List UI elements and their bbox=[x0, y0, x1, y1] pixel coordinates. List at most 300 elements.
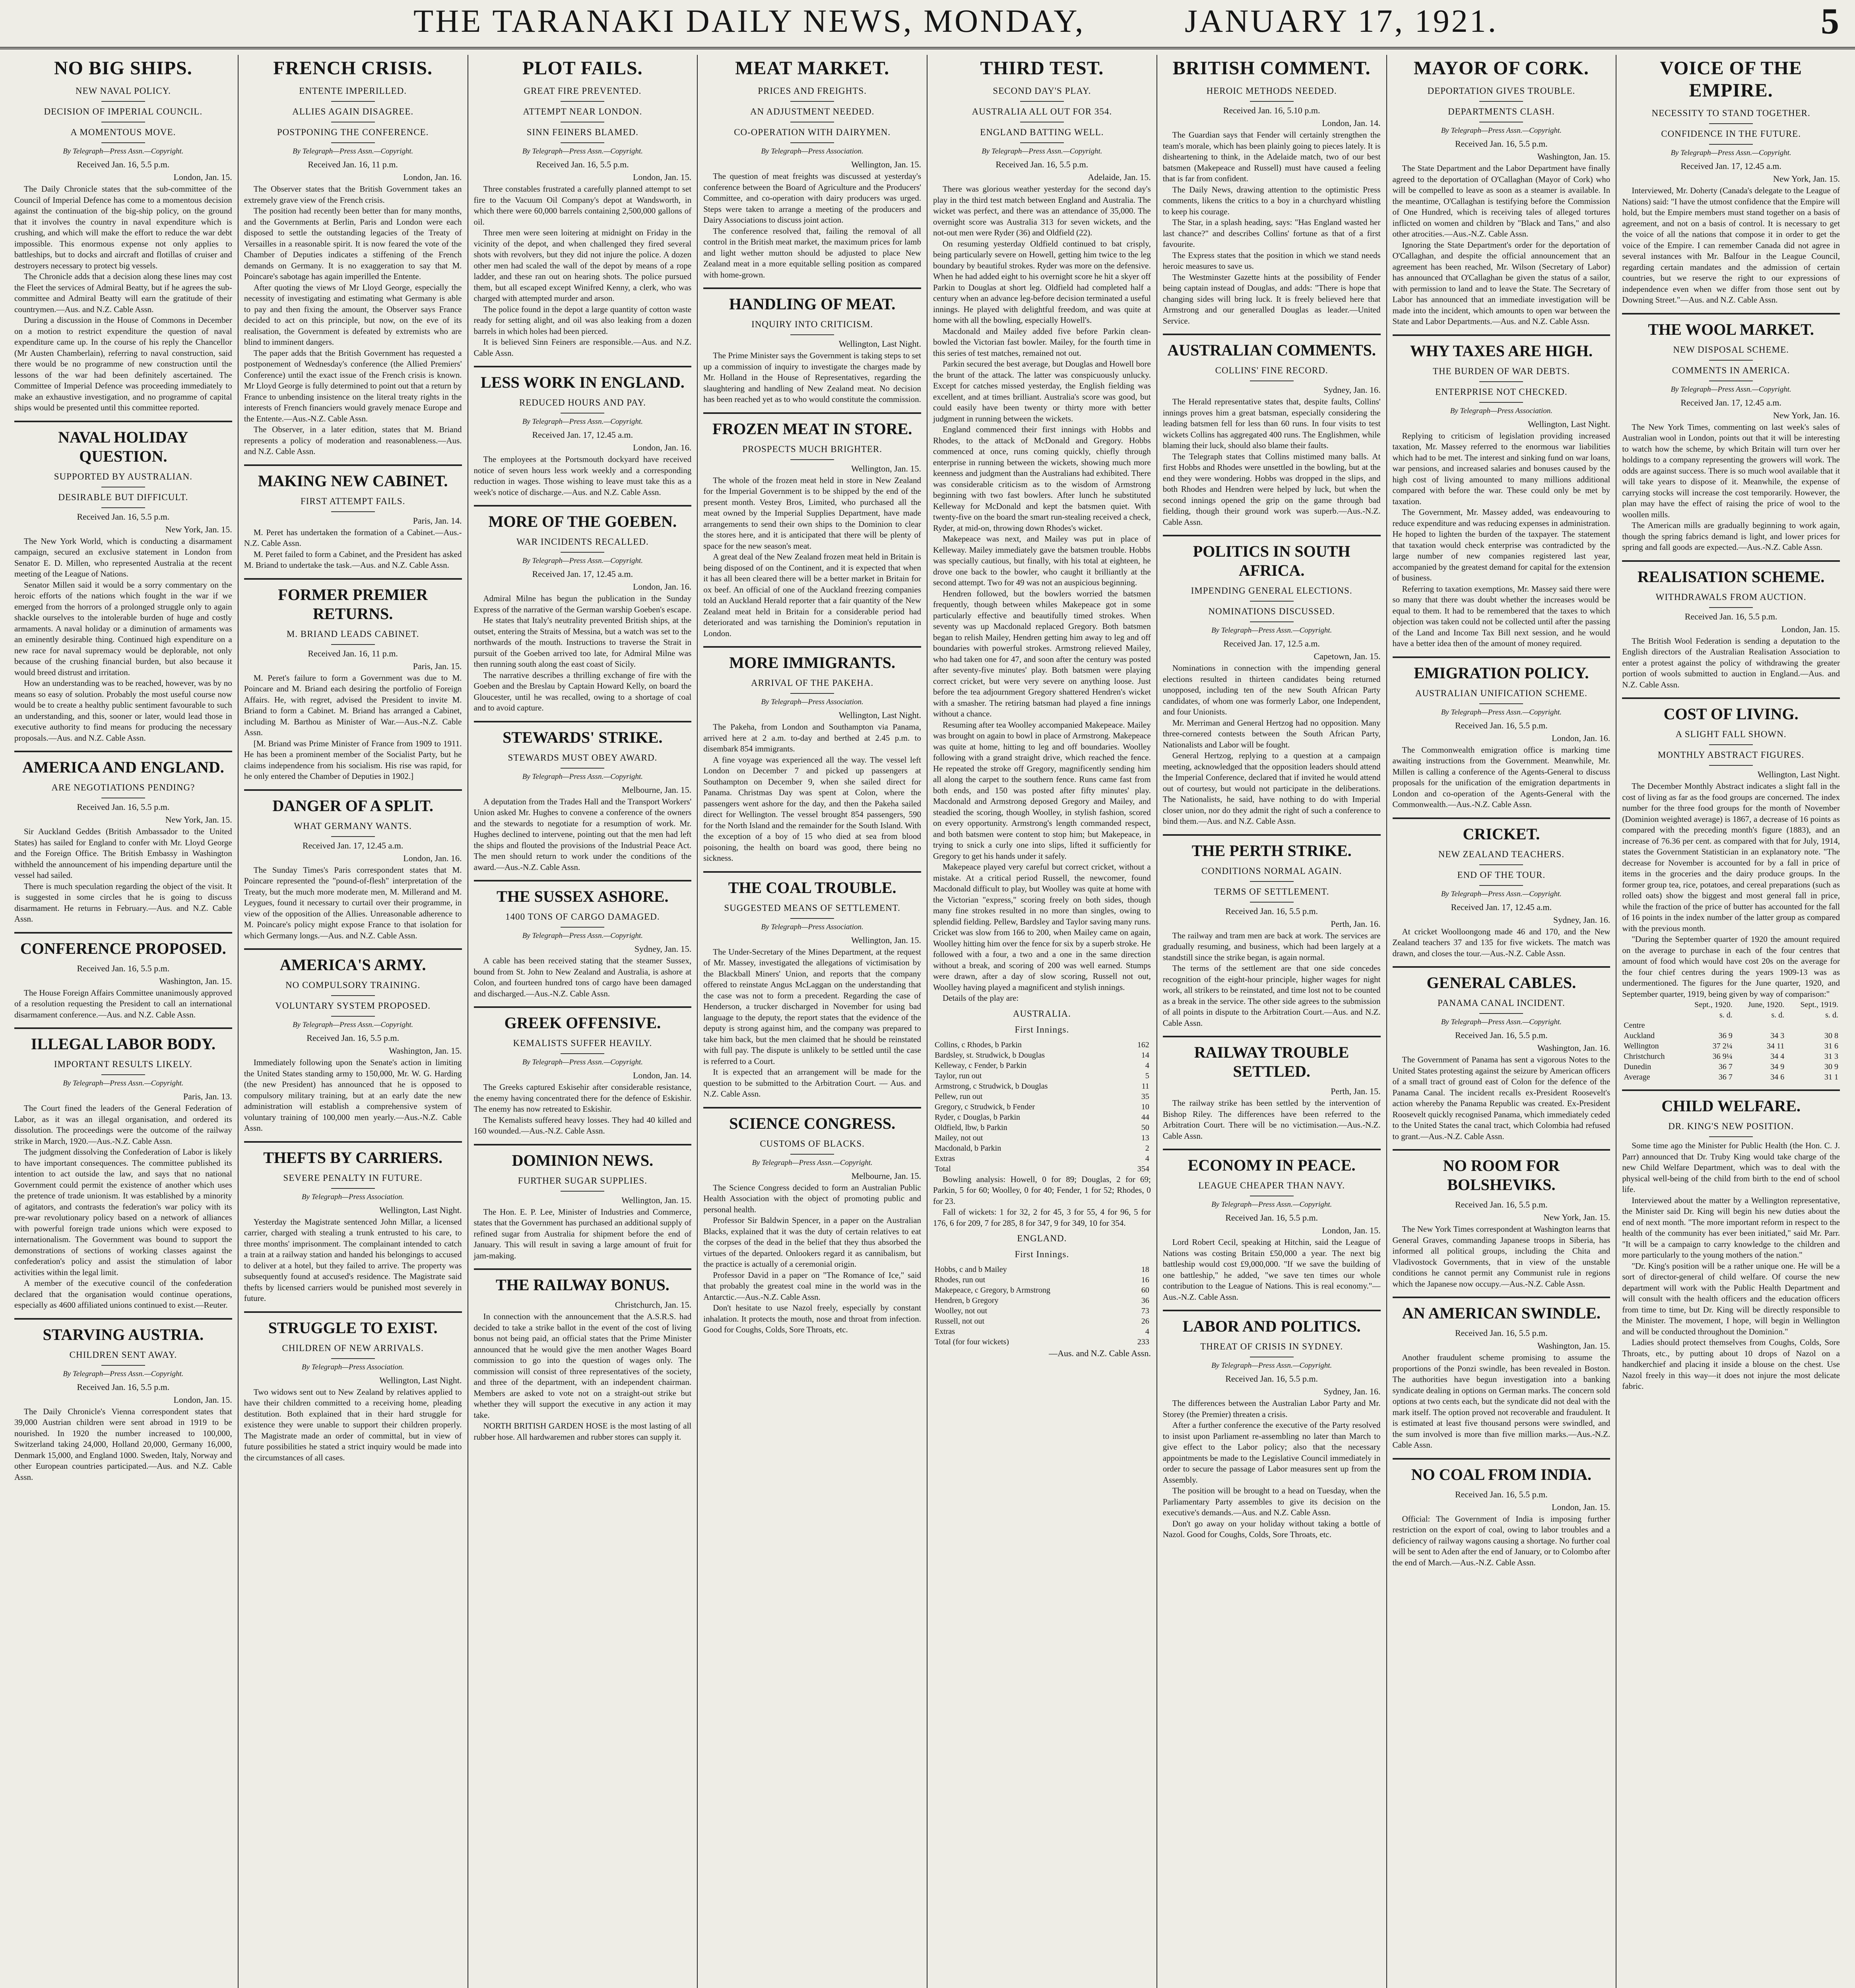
scorecard-row bbox=[933, 1040, 1151, 1050]
runs-value: 5 bbox=[1145, 1071, 1149, 1080]
story-paragraph: Lord Robert Cecil, speaking at Hitchin, said the League of Nations was costing Britain £50,000 a year. The next big battleship would cost £9,000,000. "If we save the building of one battleship," he added, "we save ten times our whole contribution to the League of Nations. This is real economy."—Aus.-N.Z. Cable Assn. bbox=[1162, 1237, 1381, 1302]
runs-value: 73 bbox=[1141, 1307, 1149, 1315]
story-subheading: PRICES AND FREIGHTS. bbox=[758, 86, 867, 96]
received-line: Received Jan. 16, 5.5 p.m. bbox=[77, 511, 170, 522]
news-story bbox=[1622, 697, 1840, 1082]
table-cell: 31 6 bbox=[1824, 1042, 1838, 1050]
received-line: Received Jan. 17, 12.45 a.m. bbox=[532, 569, 633, 579]
column-rule bbox=[697, 55, 698, 1988]
story-subheading: NEW NAVAL POLICY. bbox=[75, 86, 171, 96]
runs-value: 18 bbox=[1141, 1265, 1149, 1274]
news-story bbox=[14, 1318, 232, 1483]
scorecard-row bbox=[933, 1337, 1151, 1347]
story-paragraph: At cricket Woolloongong made 46 and 170, and the New Zealand teachers 37 and 135 for five wickets. The match was drawn, and closes the tour.—Aus.-N.Z. Cable Assn. bbox=[1392, 926, 1611, 958]
subheading-rule bbox=[1479, 402, 1523, 403]
table-cell: 34 9 bbox=[1770, 1062, 1785, 1071]
dateline: Melbourne, Jan. 15. bbox=[851, 1171, 921, 1181]
scorecard-row bbox=[933, 1264, 1151, 1275]
story-paragraph: The New York Times correspondent at Washington learns that General Graves, commanding Japanese troops in Siberia, has informed all political groups, including the Chita and Vladivostock Governments, that in view of the unstable conditions he cannot permit any Communist rule in regions which the Japanese now occupy.—Aus.-N.Z. Cable Assn. bbox=[1392, 1224, 1611, 1289]
story-headline: HANDLING OF MEAT. bbox=[729, 295, 896, 313]
received-line: Received Jan. 16, 5.5 p.m. bbox=[77, 963, 170, 973]
dateline: Wellington, Last Night. bbox=[838, 339, 921, 349]
story-divider bbox=[244, 464, 462, 466]
column-7 bbox=[1389, 55, 1614, 1988]
story-paragraph: The Hon. E. P. Lee, Minister of Industries and Commerce, states that the Government has purchased an additional supply of refined sugar from Australia for shipment before the end of January. This will result in saving a large amount of fruit for jam-making. bbox=[473, 1207, 692, 1260]
story-subheading: AUSTRALIA ALL OUT FOR 354. bbox=[972, 107, 1112, 116]
received-line: Received Jan. 16, 5.5 p.m. bbox=[1225, 906, 1318, 916]
received-line: Received Jan. 16, 5.10 p.m. bbox=[1223, 105, 1320, 115]
story-subheading: A MOMENTOUS MOVE. bbox=[70, 127, 176, 137]
story-divider bbox=[1163, 1310, 1381, 1311]
story-subheading: DESIRABLE BUT DIFFICULT. bbox=[58, 492, 188, 502]
scorecard-england bbox=[933, 1264, 1151, 1347]
table-header-row bbox=[1622, 1000, 1840, 1010]
story-divider bbox=[1622, 560, 1840, 562]
story-divider bbox=[1393, 1297, 1611, 1298]
subheading-rule bbox=[101, 1074, 145, 1075]
story-paragraph: Admiral Milne has begun the publication in the Sunday Express of the narrative of the German warship Goeben's escape. bbox=[473, 594, 692, 614]
dateline: New York, Jan. 15. bbox=[1773, 174, 1840, 184]
story-paragraph: M. Peret's failure to form a Government was due to M. Poincare and M. Briand each desiring the portfolio of Foreign Affairs. He, with regret, advised the President to invite M. Briand to form a Cabinet. M. Briand has arranged a Cabinet, including M. Barthou as Minister of War.—Aus.-N.Z. Cable Assn. bbox=[244, 673, 462, 737]
story-paragraph: The conference resolved that, failing the removal of all control in the British meat market, the maximum prices for lamb and light wether mutton should be adjusted to place New Zealand meat in a more equitable selling position as compared with home-grown. bbox=[703, 226, 921, 280]
story-byline: By Telegraph—Press Association. bbox=[301, 1363, 404, 1371]
dateline: Wellington, Jan. 15. bbox=[621, 1195, 692, 1205]
story-paragraph: Makepeace played very careful but correct cricket, without a mistake. At a critical period Russell, the newcomer, found Macdonald difficult to play, but Woolley was quite at home with the Victorian "express," scoring freely on both sides, though many fine strokes resulted in no more than singles, owing to splendid fielding. Pellew, Bardsley and Taylor saving many runs. Cricket was slow from 166 to 200, when Mailey came on again, Woolley hitting him over the fence for six by a superb stroke. He followed with a four, a two and a one in the same direction without a break, and scoring of 200 was well earned. Stumps were drawn, after a day of slow scoring, Russell not out, Woolley having played a magnificent and stylish innings. bbox=[933, 862, 1151, 992]
runs-value: 16 bbox=[1141, 1276, 1149, 1284]
story-paragraph: [M. Briand was Prime Minister of France from 1909 to 1911. He has been a prominent member of the Socialist Party, but he claims independence from his socialism. His rise was rapid, for he only entered the Chamber of Deputies in 1902.] bbox=[244, 738, 462, 781]
story-paragraph: The Express states that the position in which we stand needs heroic measures to save us. bbox=[1162, 250, 1381, 271]
story-divider bbox=[1622, 313, 1840, 315]
story-paragraph: Immediately following upon the Senate's action in limiting the United States standing army to 150,000, Mr. W. G. Harding (the new President) has announced that he is opposed to compulsory military training, but at an early date the new administration will establish a comprehensive system of voluntary training of 100,000 men yearly.—Aus.-N.Z. Cable Assn. bbox=[244, 1058, 462, 1133]
column-rule bbox=[1386, 55, 1387, 1988]
story-divider bbox=[1622, 1089, 1840, 1091]
story-subheading: ARE NEGOTIATIONS PENDING? bbox=[51, 782, 195, 792]
subheading-rule bbox=[561, 142, 604, 143]
story-headline: PLOT FAILS. bbox=[522, 58, 643, 79]
story-subheading: DECISION OF IMPERIAL COUNCIL. bbox=[44, 107, 203, 116]
runs-value: 162 bbox=[1137, 1040, 1149, 1049]
news-story bbox=[703, 1107, 921, 1303]
story-paragraph: The Daily Chronicle's Vienna correspondent states that 39,000 Austrian children were sent abroad in 1919 to be nourished. In 1920 the number increased to 100,000, Switzerland taking 24,000, Holland 20,000, Germany 16,000, Denmark 15,000, and England 1000. Sweden, Italy, Norway and other European countries participated.—Aus. and N.Z. Cable Assn. bbox=[14, 1406, 232, 1482]
story-headline: NAVAL HOLIDAY QUESTION. bbox=[58, 428, 188, 465]
story-headline: CHILD WELFARE. bbox=[1661, 1097, 1801, 1115]
story-divider bbox=[244, 1141, 462, 1143]
column-3 bbox=[470, 55, 696, 1988]
story-paragraph: The Sunday Times's Paris correspondent states that M. Poincare represented the "pound-of-flesh" interpretation of the Treaty, but the much more moderate men, M. Millerand and M. Leygues, found it necessary to curtail over their programme, in view of the opposition of the Allies. Unreasonable adherence to M. Poincare's policy might expose France to that isolation for which Germany longs.—Aus. and N.Z. Cable Assn. bbox=[244, 865, 462, 940]
subheading-rule bbox=[1709, 765, 1753, 766]
story-paragraph: Don't go away on your holiday without taking a bottle of Nazol. Good for Coughs, Colds, Sore Throats, etc. bbox=[1162, 1518, 1381, 1539]
story-divider bbox=[703, 1107, 921, 1109]
batsman-entry: Woolley, not out bbox=[935, 1307, 988, 1315]
story-subheading: POSTPONING THE CONFERENCE. bbox=[277, 127, 429, 137]
story-divider bbox=[244, 948, 462, 950]
table-cell: 34 11 bbox=[1767, 1042, 1785, 1050]
story-byline: By Telegraph—Press Assn.—Copyright. bbox=[1671, 149, 1791, 157]
runs-value: 10 bbox=[1141, 1102, 1149, 1111]
received-line: Received Jan. 16, 5.5 p.m. bbox=[1225, 1374, 1318, 1384]
dateline: Washington, Jan. 16. bbox=[1537, 1043, 1611, 1053]
table-row bbox=[1622, 1051, 1840, 1062]
story-subheading: GREAT FIRE PREVENTED. bbox=[524, 86, 642, 96]
dateline: Sydney, Jan. 16. bbox=[1553, 914, 1611, 925]
story-paragraph: Ladies should protect themselves from Coughs, Colds, Sore Throats, etc., by putting about 10 drops of Nazol on a handkerchief and placing it inside a blouse on the chest. Use Nazol freely in this way—it does not injure the most delicate fabric. bbox=[1622, 1338, 1840, 1391]
story-paragraph: A great deal of the New Zealand frozen meat held in Britain is being disposed of on the Continent, and it is expected that when it has all been cleared there will be a better market in Britain for ox beef. An official of one of the Auckland freezing companies told an Auckland Herald reporter that a fair quantity of the New Zealand meat held in Britain for a considerable period had deteriorated and was tarnishing the Dominion's reputation in London. bbox=[703, 552, 921, 638]
story-headline: AMERICA'S ARMY. bbox=[279, 956, 426, 974]
story-paragraph: The Prime Minister says the Government is taking steps to set up a commission of inquiry to investigate the charges made by Mr. Holland in the House of Representatives, regarding the slaughtering and handling of New Zealand meat. No decision has been reached yet as to who would constitute the commission. bbox=[703, 351, 921, 404]
news-story bbox=[14, 421, 232, 744]
subheading-rule bbox=[561, 1191, 604, 1192]
newspaper-page bbox=[9, 55, 1846, 1988]
story-paragraph: The Government, Mr. Massey added, was endeavouring to reduce expenditure and was reducing expenses in administration. He hoped to lighten the burden of the taxpayer. The statement that taxation would check enterprise was contradicted by the large number of new companies registered last year, accompanied by the greatest demand for capital for the extension of business. bbox=[1392, 507, 1611, 582]
news-story bbox=[1163, 1036, 1381, 1142]
story-divider bbox=[1393, 656, 1611, 658]
story-subheading: COLLINS' FINE RECORD. bbox=[1215, 365, 1328, 375]
batsman-entry: Taylor, run out bbox=[935, 1071, 982, 1080]
received-line: Received Jan. 16, 5.5 p.m. bbox=[1455, 720, 1548, 730]
dateline: Washington, Jan. 15. bbox=[1537, 151, 1611, 161]
story-headline: STARVING AUSTRIA. bbox=[43, 1325, 204, 1343]
table-cell: 36 7 bbox=[1718, 1073, 1733, 1081]
story-divider bbox=[474, 1144, 692, 1145]
table-cell: 34 4 bbox=[1770, 1052, 1785, 1061]
story-headline: LABOR AND POLITICS. bbox=[1182, 1317, 1361, 1335]
news-story bbox=[703, 287, 921, 405]
story-divider bbox=[14, 421, 232, 422]
subheading-rule bbox=[790, 1154, 834, 1155]
story-subheading: CO-OPERATION WITH DAIRYMEN. bbox=[734, 127, 891, 137]
subheading-rule bbox=[1250, 881, 1294, 882]
story-byline: By Telegraph—Press Association. bbox=[1450, 406, 1553, 415]
received-line: Received Jan. 16, 5.5 p.m. bbox=[1684, 611, 1777, 621]
story-byline: By Telegraph—Press Assn.—Copyright. bbox=[522, 1058, 643, 1066]
received-line: Received Jan. 16, 5.5 p.m. bbox=[1455, 1328, 1548, 1338]
column-rule bbox=[927, 55, 928, 1988]
dateline: Washington, Jan. 15. bbox=[389, 1046, 462, 1056]
story-subheading: ENGLAND BATTING WELL. bbox=[980, 127, 1104, 137]
story-headline: AUSTRALIAN COMMENTS. bbox=[1167, 341, 1376, 359]
story-subheading: INQUIRY INTO CRITICISM. bbox=[751, 319, 873, 329]
story-paragraph: The question of meat freights was discussed at yesterday's conference between the Board of Agriculture and the Producers' Committee, and co-operation with dairy producers was urged. Steps were taken to arrange a meeting of the producers and Dairy Associations to discuss joint action. bbox=[703, 171, 921, 225]
news-story bbox=[1393, 817, 1611, 959]
news-story bbox=[1163, 535, 1381, 827]
subheading-rule bbox=[1709, 744, 1753, 745]
story-paragraph: General Hertzog, replying to a question at a campaign meeting, acknowledged that the opposition leaders should attend the Imperial Conference, declared that if invited he would attend out of courtesy, but would not participate in the deliberations. The Nationalists, he said, have nothing to do with Imperial closer union, nor do they admit the right of such a conference to bind them.—Aus. and N.Z. Cable Assn. bbox=[1162, 751, 1381, 826]
story-paragraph: The Kemalists suffered heavy losses. They had 40 killed and 160 wounded.—Aus.-N.Z. Cable Assn. bbox=[473, 1115, 692, 1136]
story-paragraph: The railway and tram men are back at work. The services are gradually resuming, and business, which had been largely at a standstill since the strike began, is again normal. bbox=[1162, 930, 1381, 962]
story-byline: By Telegraph—Press Assn.—Copyright. bbox=[1211, 1200, 1332, 1209]
story-subheading: ALLIES AGAIN DISAGREE. bbox=[292, 107, 414, 116]
batsman-entry: Macdonald, b Parkin bbox=[935, 1143, 1001, 1153]
dateline: Wellington, Last Night. bbox=[379, 1375, 462, 1385]
story-paragraph: There is much speculation regarding the object of the visit. It is suggested in some circles that he is going to discuss disarmament. He returns in February.—Aus. and N.Z. Cable Assn. bbox=[14, 881, 232, 924]
story-paragraph: Nominations in connection with the impending general elections resulted in thirteen candidates being returned unopposed, including ten of the new South African Party candidates, of whom one was formerly Labor, one Independent, and four Unionists. bbox=[1162, 663, 1381, 716]
story-divider bbox=[474, 505, 692, 507]
runs-value: 60 bbox=[1141, 1286, 1149, 1295]
story-subheading: NO COMPULSORY TRAINING. bbox=[285, 980, 421, 990]
scorecard-row bbox=[933, 1081, 1151, 1091]
story-headline: RAILWAY TROUBLE SETTLED. bbox=[1194, 1043, 1349, 1080]
dateline: Christchurch, Jan. 15. bbox=[615, 1300, 692, 1310]
story-subheading: A SLIGHT FALL SHOWN. bbox=[1675, 729, 1787, 739]
story-headline: THIRD TEST. bbox=[980, 58, 1104, 79]
received-line: Received Jan. 17, 12.45 a.m. bbox=[302, 840, 404, 850]
column-rule bbox=[1156, 55, 1157, 1988]
story-paragraph: The Court fined the leaders of the General Federation of Labor, as it was an illegal organisation, and ordered its dissolution. The proceedings were the outcome of the railway strike in March, 1920.—Aus.-N.Z. Cable Assn. bbox=[14, 1103, 232, 1146]
batsman-entry: Makepeace, c Gregory, b Armstrong bbox=[935, 1286, 1050, 1295]
subheading-rule bbox=[1709, 144, 1753, 145]
story-headline: GREEK OFFENSIVE. bbox=[504, 1014, 661, 1032]
story-paragraph: The Daily Chronicle states that the sub-committee of the Council of Imperial Defence has come to a momentous decision against the continuation of the big-ship policy, on the ground that it involves the country in naval expenditure which is crushing, and which will make the effort to reduce the war debt impossible. This enormous expense not only applies to battleships, but to docks and aircraft and flotillas of cruiser and destroyers necessary to protect big vessels. bbox=[14, 184, 232, 270]
received-line: Received Jan. 16, 5.5 p.m. bbox=[1225, 1213, 1318, 1223]
story-paragraph: Some time ago the Minister for Public Health (the Hon. C. J. Parr) announced that Dr. Truby King would take charge of the new Child Welfare Department, which was to deal with the physical well-being of the child from birth to the end of school life. bbox=[1622, 1141, 1840, 1194]
story-subheading: CHILDREN OF NEW ARRIVALS. bbox=[282, 1343, 424, 1353]
story-headline: ILLEGAL LABOR BODY. bbox=[31, 1035, 215, 1053]
story-subheading: M. BRIAND LEADS CABINET. bbox=[286, 629, 419, 639]
story-paragraph: M. Peret has undertaken the formation of a Cabinet.—Aus.-N.Z. Cable Assn. bbox=[244, 527, 462, 548]
story-paragraph: Professor David in a paper on "The Romance of Ice," said that probably the greatest coal mine in the world was in the Antarctic.—Aus.-N.Z. Cable Assn. bbox=[703, 1270, 921, 1302]
table-row bbox=[1622, 1062, 1840, 1072]
story-paragraph: The Government of Panama has sent a vigorous Notes to the United States protesting against the seizure by American officers of a small tract of ground east of Colon for the defence of the Panama Canal. The incident recalls ex-President Roosevelt's action whereby the Panama Republic was created. Ex-President Roosevelt quickly recognised Panama, which immediately ceded to the United States the canal tract, which Colombia had refused to grant.—Aus.-N.Z. Cable Assn. bbox=[1392, 1055, 1611, 1141]
batsman-entry: Total bbox=[935, 1164, 951, 1173]
received-line: Received Jan. 17, 12.45 a.m. bbox=[1680, 397, 1781, 408]
column-6 bbox=[1159, 55, 1385, 1988]
story-subheading: ARRIVAL OF THE PAKEHA. bbox=[751, 678, 874, 688]
news-story bbox=[474, 721, 692, 873]
table-row bbox=[1622, 1031, 1840, 1041]
story-byline: By Telegraph—Press Assn.—Copyright. bbox=[63, 147, 184, 155]
subheading-rule bbox=[561, 927, 604, 928]
story-headline: FRENCH CRISIS. bbox=[273, 58, 433, 79]
story-divider bbox=[244, 578, 462, 580]
news-story bbox=[474, 505, 692, 714]
dateline: Paris, Jan. 14. bbox=[413, 515, 462, 526]
story-divider bbox=[1393, 334, 1611, 336]
story-divider bbox=[244, 789, 462, 791]
story-headline: ECONOMY IN PEACE. bbox=[1188, 1156, 1356, 1174]
news-story bbox=[474, 1268, 692, 1421]
story-headline: THE SUSSEX ASHORE. bbox=[497, 887, 669, 905]
runs-value: 233 bbox=[1137, 1338, 1149, 1346]
news-story bbox=[1163, 1310, 1381, 1518]
story-headline: THEFTS BY CARRIERS. bbox=[263, 1148, 443, 1167]
dateline: Perth, Jan. 16. bbox=[1331, 918, 1381, 929]
story-divider bbox=[1163, 1036, 1381, 1037]
story-divider bbox=[14, 1318, 232, 1320]
story-paragraph: There was glorious weather yesterday for the second day's play in the third test match between England and Australia. The wicket was perfect, and there was an attendance of 35,000. The overnight score was Australia 313 for seven wickets, and the not-out men were Ryder (36) and Oldfield (22). bbox=[933, 184, 1151, 237]
scorecard-row bbox=[933, 1102, 1151, 1112]
batsman-entry: Mailey, not out bbox=[935, 1133, 983, 1142]
subheading-rule bbox=[101, 507, 145, 508]
story-byline: By Telegraph—Press Assn.—Copyright. bbox=[292, 147, 413, 155]
masthead bbox=[0, 0, 1855, 49]
story-headline: MAYOR OF CORK. bbox=[1413, 58, 1589, 79]
story-paragraph: On resuming yesterday Oldfield continued to bat crisply, being particularly severe on Howell, getting him twice to the leg boundary by beautiful strokes. Ryder was more on the defensive. When he had added eight to his overnight score he hit a skyer off Parkin to Douglas at short leg. Oldfield had completed half a century when an advance leg-before decision terminated a useful innings. He played with delightful freedom, and was quite at home with all the bowling, especially Howell's. bbox=[933, 239, 1151, 325]
story-paragraph: The Science Congress decided to form an Australian Public Health Association with the object of promoting public and personal health. bbox=[703, 1182, 921, 1214]
subheading-rule bbox=[1479, 381, 1523, 382]
table-units-row bbox=[1622, 1010, 1840, 1020]
news-story bbox=[1163, 1149, 1381, 1303]
story-paragraph: The judgment dissolving the Confederation of Labor is likely to have important consequences. The committee published its intention to act outside the law, and says that no national Government could permit the existence of another which uses the pretence of trade unionism. It was established by a minority of agitators, and contrasts the federation's war policy with its pre-war revolutionary policy based on a network of alliances with powerful foreign trade unions which were exposed to internationalism. The Government was bound to support the demonstrations of sections of working classes against the confederation's policy and assist the stimulation of labor activities within the legal limit. bbox=[14, 1147, 232, 1277]
scorecard-row bbox=[933, 1326, 1151, 1337]
story-paragraph: NORTH BRITISH GARDEN HOSE is the most lasting of all rubber hose. All hardwaremen and rubber stores can supply it. bbox=[473, 1421, 692, 1442]
story-byline: By Telegraph—Press Assn.—Copyright. bbox=[1671, 385, 1791, 394]
news-story bbox=[703, 1303, 921, 1336]
story-paragraph: The Observer, in a later edition, states that M. Briand represents a policy of moderation and reasonableness.—Aus. and N.Z. Cable Assn. bbox=[244, 425, 462, 456]
news-story bbox=[474, 1144, 692, 1262]
story-subheading: CONFIDENCE IN THE FUTURE. bbox=[1661, 129, 1801, 139]
batsman-entry: Ryder, c Douglas, b Parkin bbox=[935, 1112, 1021, 1122]
batsman-entry: Kelleway, c Fender, b Parkin bbox=[935, 1061, 1027, 1070]
story-paragraph: Resuming after tea Woolley accompanied Makepeace. Mailey was brought on again to bowl in place of Armstrong. Makepeace was quite at home, hitting to leg and off boundaries. Woolley following with a grand straight drive, which reached the fence. He repeated the stroke off Gregory, magnificently sending him all along the carpet to the southern fence. Runs came fast from both ends, and 150 was posted after fifty minutes' play. Macdonald and Armstrong deposed Gregory and Mailey, and steadied the scoring, though Woolley, in stylish fashion, scored on every opportunity. Armstrong's length commanded respect, and both batsmen were content to stop him; but Makepeace, in trying to snick a curly one into slips, lifted it sufficiently for Gregory to get his hands under it safely. bbox=[933, 720, 1151, 861]
innings-label: First Innings. bbox=[1015, 1024, 1069, 1035]
dateline: London, Jan. 15. bbox=[1551, 1502, 1611, 1512]
table-cell: 36 7 bbox=[1718, 1062, 1733, 1071]
story-paragraph: The Pakeha, from London and Southampton via Panama, arrived here at 2 a.m. to-day and berthed at 2.45 p.m. to disembark 854 immigrants. bbox=[703, 722, 921, 753]
story-headline: THE WOOL MARKET. bbox=[1648, 320, 1814, 338]
batsman-entry: Armstrong, c Strudwick, b Douglas bbox=[935, 1081, 1048, 1091]
story-byline: By Telegraph—Press Assn.—Copyright. bbox=[522, 417, 643, 426]
dateline: Paris, Jan. 13. bbox=[183, 1091, 232, 1101]
scorecard-row bbox=[933, 1122, 1151, 1133]
news-story bbox=[244, 1311, 462, 1464]
table-cell: 30 8 bbox=[1824, 1031, 1838, 1040]
news-story bbox=[1622, 57, 1840, 306]
news-story bbox=[703, 57, 921, 280]
story-paragraph: The Herald representative states that, despite faults, Collins' innings proves him a great batsman, especially considering the leading batsmen fell for less than 60 runs. In four visits to test wickets Collins has aggregated 400 runs. The Englishmen, while blaming their luck, should also blame their faults. bbox=[1162, 397, 1381, 450]
table-header: Sept., 1920. bbox=[1694, 1000, 1733, 1009]
news-story bbox=[14, 751, 232, 925]
received-line: Received Jan. 17, 12.45 a.m. bbox=[1680, 161, 1781, 171]
scorecard-row bbox=[933, 1285, 1151, 1295]
news-story bbox=[1163, 57, 1381, 326]
scorecard-row bbox=[933, 1295, 1151, 1306]
scorecard-row bbox=[933, 1164, 1151, 1174]
subheading-rule bbox=[331, 1358, 375, 1359]
dateline: London, Jan. 15. bbox=[633, 172, 692, 182]
story-subheading: THREAT OF CRISIS IN SYDNEY. bbox=[1200, 1342, 1343, 1351]
batsman-entry: Extras bbox=[935, 1327, 955, 1336]
story-paragraph: The Observer states that the British Government takes an extremely grave view of the French crisis. bbox=[244, 184, 462, 205]
scorecard-row bbox=[933, 1153, 1151, 1164]
story-paragraph: Parkin secured the best average, but Douglas and Howell bore the brunt of the attack. The latter was conspicuously unlucky. Except for catches missed yesterday, the English fielding was excellent, and at times brilliant. Australia's score was good, but could easily have been twenty or thirty more with better judgment in running between the wickets. bbox=[933, 359, 1151, 423]
news-story bbox=[244, 464, 462, 571]
news-story bbox=[14, 932, 232, 1021]
cost-of-living-table bbox=[1622, 1000, 1840, 1082]
table-cell: 37 2¼ bbox=[1712, 1042, 1733, 1050]
story-paragraph: A deputation from the Trades Hall and the Transport Workers' Union asked Mr. Hughes to convene a conference of the owners and the stewards to negotiate for a resumption of work. Mr. Hughes declined to intervene, pointing out that the men had left the ships and flouted the provisions of the Industrial Peace Act. The men should return to work under the conditions of the award.—Aus.-N.Z. Cable Assn. bbox=[473, 796, 692, 872]
story-subheading: PROSPECTS MUCH BRIGHTER. bbox=[742, 444, 883, 454]
story-paragraph: Interviewed, Mr. Doherty (Canada's delegate to the League of Nations) said: "I have the utmost confidence that the Empire will hold, but the Empire members must stand together on a basis of agreement, and not on a basis of control. It is necessary to get the voice of all the nations that compose it in order to get the voice of the Empire. I can remember Canada did not agree in several instances with Mr. Balfour in the League Council, regarding certain mandates and the admission of certain countries, but we reserve the right to our expressions of independence even when we differ from those sent out by Downing Street."—Aus. and N.Z. Cable Assn. bbox=[1622, 186, 1840, 305]
story-subheading: THE BURDEN OF WAR DEBTS. bbox=[1432, 366, 1570, 376]
team-name: AUSTRALIA. bbox=[1013, 1008, 1071, 1019]
subheading-rule bbox=[1709, 123, 1753, 124]
runs-value: 26 bbox=[1141, 1317, 1149, 1326]
story-byline: By Telegraph—Press Assn.—Copyright. bbox=[752, 1158, 873, 1167]
story-subheading: KEMALISTS SUFFER HEAVILY. bbox=[513, 1038, 652, 1048]
received-line: Received Jan. 16, 5.5 p.m. bbox=[307, 1033, 400, 1043]
story-headline: FORMER PREMIER RETURNS. bbox=[278, 585, 428, 623]
subheading-rule bbox=[1250, 101, 1294, 102]
story-headline: FROZEN MEAT IN STORE. bbox=[712, 419, 912, 438]
story-paragraph: The Westminster Gazette hints at the possibility of Fender being captain instead of Douglas, and adds: "There is hope that changing sides will bring luck. It is freely believed here that Armstrong and our generalled Douglas as leader.—United Service. bbox=[1162, 272, 1381, 326]
story-headline: DANGER OF A SPLIT. bbox=[272, 796, 433, 815]
story-divider bbox=[474, 366, 692, 367]
dateline: Sydney, Jan. 15. bbox=[634, 944, 692, 954]
dateline: Wellington, Last Night. bbox=[838, 710, 921, 720]
batsman-entry: Russell, not out bbox=[935, 1317, 985, 1326]
scorecard-row bbox=[933, 1316, 1151, 1326]
scorecard-australia bbox=[933, 1040, 1151, 1174]
runs-value: 4 bbox=[1145, 1154, 1149, 1163]
story-divider bbox=[1163, 535, 1381, 536]
story-paragraph: The employees at the Portsmouth dockyard have received notice of seven hours less work weekly and a corresponding reduction in wages. Those wishing to leave must take this as a week's notice of discharge.—Aus. and N.Z. Cable Assn. bbox=[473, 454, 692, 497]
story-paragraph: The State Department and the Labor Department have finally agreed to the deportation of O'Callaghan (Mayor of Cork) who will be compelled to leave as soon as a steamer is available. In the meantime, O'Callaghan is testifying before the Commission of One Hundred, which is receiving tales of alleged tortures inflicted on women and children by "Black and Tans," and also other atrocities.—Aus.-N.Z. Cable Assn. bbox=[1392, 163, 1611, 239]
story-subheading: DR. KING'S NEW POSITION. bbox=[1668, 1121, 1794, 1131]
story-headline: STRUGGLE TO EXIST. bbox=[268, 1318, 438, 1337]
story-byline: By Telegraph—Press Assn.—Copyright. bbox=[1441, 708, 1562, 716]
page-number: 5 bbox=[1821, 1, 1839, 41]
dateline: Washington, Jan. 15. bbox=[1537, 1341, 1611, 1351]
story-subheading: AN ADJUSTMENT NEEDED. bbox=[750, 107, 875, 116]
dateline: Wellington, Last Night. bbox=[379, 1205, 462, 1215]
dateline: London, Jan. 14. bbox=[1322, 118, 1381, 128]
story-byline: By Telegraph—Press Assn.—Copyright. bbox=[982, 147, 1102, 155]
story-divider bbox=[474, 880, 692, 881]
received-line: Received Jan. 16, 11 p.m. bbox=[308, 159, 398, 169]
story-headline: EMIGRATION POLICY. bbox=[1414, 664, 1589, 682]
news-story bbox=[1163, 334, 1381, 528]
story-paragraph: The Daily News, drawing attention to the optimistic Press comments, likens the critics to a boy in a churchyard whistling to keep his courage. bbox=[1162, 184, 1381, 216]
dateline: New York, Jan. 15. bbox=[165, 815, 232, 825]
dateline: Sydney, Jan. 16. bbox=[1323, 1386, 1381, 1396]
story-paragraph: In connection with the announcement that the A.S.R.S. had decided to take a strike ballot in the event of the cost of living bonus not being paid, an official states that the Prime Minister announced that he would give the men another Wages Board commission to go into the question of wages only. The commission will consist of three representatives of the society, and three of the department, with an independent chairman. Members are asked to vote not on a straight-out strike but whether they will support the executive in any action it may take. bbox=[473, 1312, 692, 1420]
subheading-rule bbox=[561, 768, 604, 769]
subheading-rule bbox=[561, 413, 604, 414]
story-headline: AN AMERICAN SWINDLE. bbox=[1402, 1304, 1601, 1322]
story-paragraph: Another fraudulent scheme promising to assume the proportions of the Ponzi swindle, has been revealed in Boston. The authorities have begun investigation into a banking syndicate dealing in options on German marks. The concern sold options at two cents each, but the syndicate did not deal with the mark itself. The option proved not recoverable and fraudulent. It is estimated at least five thousand persons were swindled, and the sum involved is more than five million marks.—Aus.-N.Z. Cable Assn. bbox=[1392, 1353, 1611, 1450]
dateline: Sydney, Jan. 16. bbox=[1323, 385, 1381, 395]
story-subheading: WAR INCIDENTS RECALLED. bbox=[516, 537, 649, 547]
subheading-rule bbox=[790, 334, 834, 335]
story-headline: CONFERENCE PROPOSED. bbox=[20, 939, 226, 957]
table-cell: 34 6 bbox=[1770, 1073, 1785, 1081]
story-paragraph: The Under-Secretary of the Mines Department, at the request of Mr. Massey, investigated the allegations of victimisation by the Blackball Miners' Union, and reports that the company offered to reinstate Angus McLaggan on the understanding that the case was not to form a precedent. Regarding the case of Henderson, a trucker discharged in November for using bad language to the deputy, the report states that the evidence of the deputy is strong against him, and the company was prepared to take him back, but the men claimed that he should be reinstated with full pay. The dispute is unlikely to be settled until the case is referred to a Court. bbox=[703, 947, 921, 1066]
subheading-rule bbox=[790, 918, 834, 919]
dateline: London, Jan. 16. bbox=[633, 443, 692, 452]
dateline: Wellington, Jan. 15. bbox=[851, 935, 921, 945]
story-paragraph: The narrative describes a thrilling exchange of fire with the Goeben and the Breslau by Captain Howard Kelly, on board the Gloucester, until he was recalled, owing to a shortage of coal and to avoid capture. bbox=[473, 670, 692, 712]
story-paragraph: The police found in the depot a large quantity of cotton waste ready for setting alight, and oil was also leaking from a dozen barrels in which holes had been pierced. bbox=[473, 304, 692, 336]
news-story bbox=[1163, 834, 1381, 1029]
story-headline: THE PERTH STRIKE. bbox=[1191, 841, 1352, 860]
column-1 bbox=[10, 55, 236, 1988]
story-paragraph: Interviewed about the matter by a Wellington representative, the Minister said Dr. King will begin his new duties about the end of next month. "The more important reform in respect to the health of the community has ever been initiated," said Mr. Parr. "It will be a campaign to carry knowledge to the children and more particularly to the young mothers of the nation." bbox=[1622, 1195, 1840, 1260]
subheading-rule bbox=[331, 1016, 375, 1017]
story-footer: —Aus. and N.Z. Cable Assn. bbox=[1049, 1348, 1151, 1358]
story-subheading: MONTHLY ABSTRACT FIGURES. bbox=[1657, 750, 1805, 760]
subheading-rule bbox=[1250, 621, 1294, 622]
batsman-entry: Gregory, c Strudwick, b Fender bbox=[935, 1102, 1035, 1111]
story-headline: POLITICS IN SOUTH AFRICA. bbox=[1193, 542, 1351, 579]
story-subheading: IMPENDING GENERAL ELECTIONS. bbox=[1191, 586, 1352, 596]
table-row bbox=[1622, 1041, 1840, 1051]
news-story bbox=[474, 366, 692, 498]
story-divider bbox=[1163, 834, 1381, 836]
table-header: June, 1920. bbox=[1748, 1000, 1785, 1009]
story-divider bbox=[1163, 1149, 1381, 1150]
story-headline: THE RAILWAY BONUS. bbox=[495, 1276, 669, 1294]
subheading-rule bbox=[331, 142, 375, 143]
